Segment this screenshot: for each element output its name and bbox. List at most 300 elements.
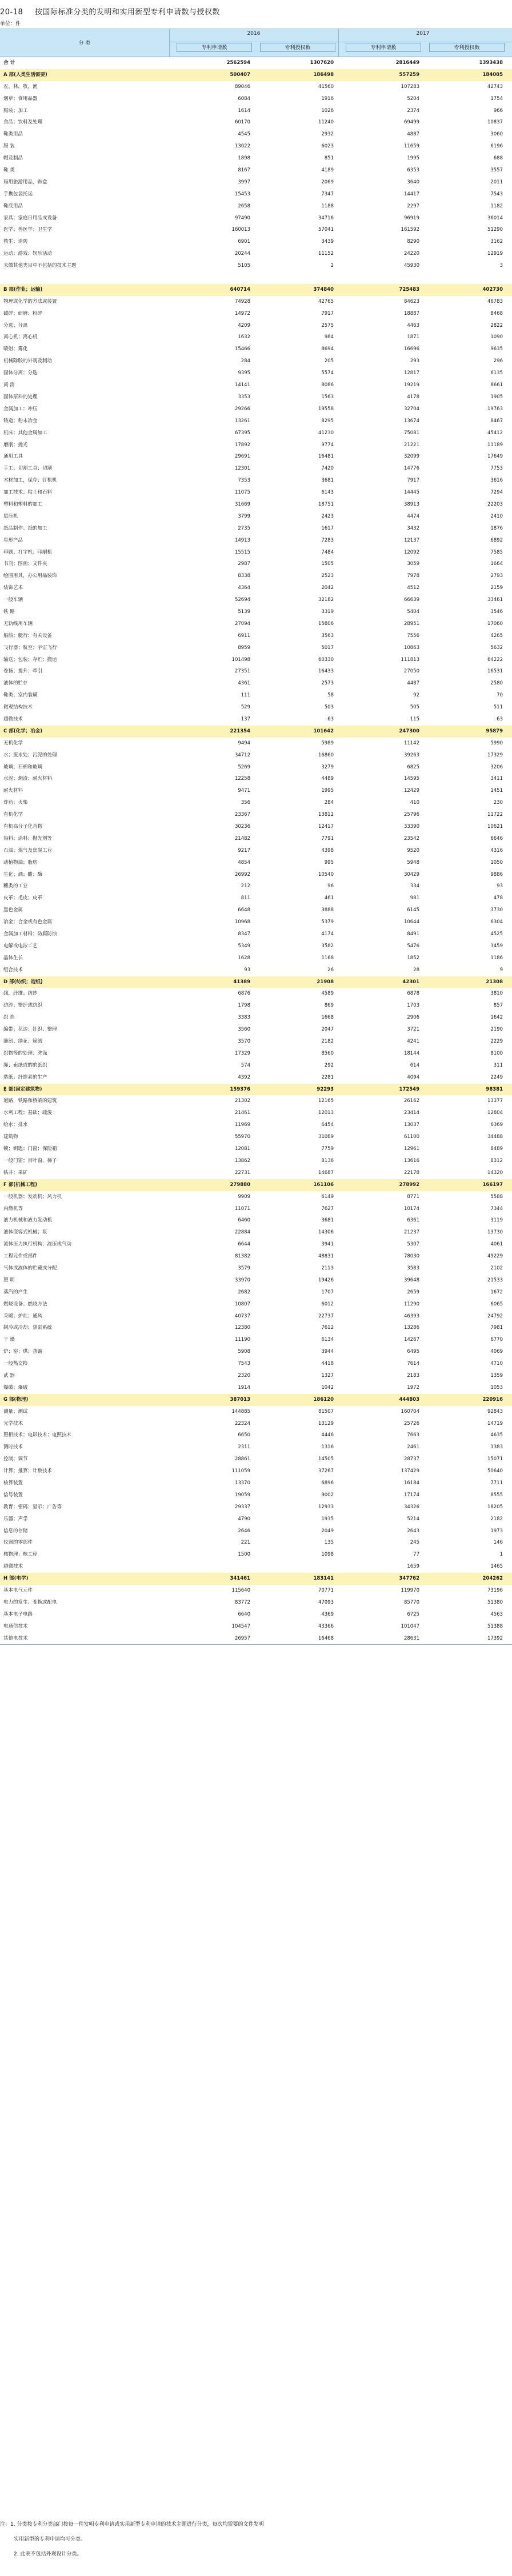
table-row xyxy=(0,1251,512,1263)
cell-applications-2016: 5269 xyxy=(238,764,250,770)
table-row xyxy=(0,1322,512,1334)
cell-applications-2017: 3583 xyxy=(407,1265,419,1271)
table-row xyxy=(0,201,512,213)
cell-grants-2017: 63 xyxy=(497,716,503,722)
row-label: 局用旅游用品，饰盒 xyxy=(3,179,47,185)
table-row xyxy=(0,272,512,284)
table-row xyxy=(0,869,512,881)
cell-applications-2017: 2906 xyxy=(407,1015,419,1021)
cell-applications-2016: 137 xyxy=(241,716,250,722)
cell-applications-2016: 7353 xyxy=(238,478,250,484)
cell-grants-2016: 4418 xyxy=(321,1361,334,1367)
cell-applications-2017: 347762 xyxy=(399,1576,419,1582)
cell-applications-2016: 101498 xyxy=(231,656,250,663)
row-label: 食品；饮料及处理 xyxy=(3,119,43,126)
cell-grants-2017: 1664 xyxy=(490,561,503,567)
cell-grants-2017: 3060 xyxy=(490,131,503,138)
total-row xyxy=(0,57,512,69)
cell-grants-2017: 688 xyxy=(493,155,503,162)
cell-applications-2017: 5948 xyxy=(407,859,419,866)
cell-applications-2017: 1659 xyxy=(407,1564,419,1570)
cell-applications-2016: 4854 xyxy=(238,859,250,866)
cell-grants-2016: 19426 xyxy=(318,1277,334,1283)
cell-applications-2016: 6648 xyxy=(238,907,250,914)
cell-applications-2016: 29266 xyxy=(234,406,250,412)
cell-applications-2017: 4474 xyxy=(407,513,419,519)
cell-grants-2016: 2573 xyxy=(321,680,334,687)
table-row xyxy=(0,224,512,236)
header-applications-2016: 专利申请数 xyxy=(177,43,252,52)
row-label: 测时技术 xyxy=(3,1444,23,1451)
cell-applications-2017: 96919 xyxy=(403,215,419,221)
cell-applications-2016: 111 xyxy=(241,692,250,699)
cell-applications-2016: 34712 xyxy=(234,752,250,758)
row-label: 破碎；研磨；粉碎 xyxy=(3,310,43,317)
row-label: 合 计 xyxy=(3,60,15,66)
row-label: 电解或电泳工艺 xyxy=(3,943,38,949)
cell-grants-2016: 60330 xyxy=(318,656,334,663)
cell-grants-2017: 966 xyxy=(493,107,503,114)
cell-applications-2017: 9520 xyxy=(407,847,419,854)
cell-applications-2017: 77 xyxy=(413,1552,419,1558)
cell-applications-2016: 3570 xyxy=(238,1039,250,1045)
cell-applications-2017: 161592 xyxy=(401,227,419,233)
table-row xyxy=(0,1537,512,1549)
table-row xyxy=(0,439,512,451)
cell-applications-2016: 26992 xyxy=(234,871,250,878)
cell-applications-2017: 12817 xyxy=(403,370,419,376)
cell-grants-2017: 220916 xyxy=(482,1396,503,1403)
table-row xyxy=(0,880,512,892)
cell-grants-2017: 2249 xyxy=(490,1074,503,1080)
row-label: 电力的发生、变换或配电 xyxy=(3,1599,57,1605)
cell-grants-2016: 461 xyxy=(324,895,334,902)
row-label: 输送；包装；存贮；搬运 xyxy=(3,656,57,663)
cell-applications-2017: 11290 xyxy=(403,1301,419,1307)
cell-applications-2016: 81382 xyxy=(234,1253,250,1260)
cell-grants-2017: 6892 xyxy=(490,537,503,543)
cell-applications-2017: 14417 xyxy=(403,191,419,197)
cell-grants-2017: 14719 xyxy=(487,1420,503,1427)
cell-applications-2016: 20244 xyxy=(234,251,250,257)
cell-applications-2017: 11142 xyxy=(403,740,419,746)
cell-grants-2017: 6369 xyxy=(490,1122,503,1128)
cell-grants-2016: 1916 xyxy=(321,95,334,102)
cell-grants-2017: 1672 xyxy=(490,1289,503,1295)
table-row xyxy=(0,1609,512,1621)
cell-grants-2017: 34488 xyxy=(487,1134,503,1140)
row-label: 有机化学 xyxy=(3,812,23,818)
table-row xyxy=(0,308,512,320)
header-category: 分 类 xyxy=(78,41,91,46)
cell-grants-2017: 98381 xyxy=(486,1086,503,1092)
table-row xyxy=(0,1406,512,1418)
row-label: 光学技术 xyxy=(3,1420,23,1427)
cell-grants-2017: 4316 xyxy=(490,847,503,854)
cell-applications-2016: 640714 xyxy=(230,286,250,293)
cell-grants-2017: 296 xyxy=(493,358,503,364)
cell-applications-2016: 30236 xyxy=(234,824,250,830)
cell-grants-2016: 8694 xyxy=(321,346,334,352)
section-row xyxy=(0,976,512,988)
row-label: 微观结构技术 xyxy=(3,704,33,711)
table-row xyxy=(0,535,512,547)
cell-applications-2016: 5349 xyxy=(238,943,250,949)
cell-grants-2016: 57041 xyxy=(318,227,334,233)
cell-applications-2016: 3383 xyxy=(238,1015,250,1021)
cell-applications-2017: 4178 xyxy=(407,394,419,400)
cell-grants-2016: 5574 xyxy=(321,370,334,376)
cell-grants-2017: 184005 xyxy=(482,71,503,78)
cell-applications-2017: 5204 xyxy=(407,95,419,102)
cell-applications-2017: 27050 xyxy=(403,668,419,675)
table-row xyxy=(0,1334,512,1346)
cell-grants-2016: 292 xyxy=(324,1062,334,1068)
cell-applications-2016: 9395 xyxy=(238,370,250,376)
cell-applications-2017: 725483 xyxy=(399,286,419,293)
cell-grants-2017: 11189 xyxy=(487,442,503,448)
cell-applications-2016: 5139 xyxy=(238,608,250,615)
cell-grants-2017: 3557 xyxy=(490,167,503,174)
cell-applications-2016: 2682 xyxy=(238,1289,250,1295)
cell-applications-2017: 61100 xyxy=(403,1134,419,1140)
cell-grants-2016: 11240 xyxy=(318,119,334,126)
cell-grants-2016: 9774 xyxy=(321,442,334,448)
cell-applications-2017: 6495 xyxy=(407,1349,419,1355)
table-row xyxy=(0,845,512,857)
cell-grants-2017: 15071 xyxy=(487,1456,503,1463)
row-label: 教育；密码；显示；广告等 xyxy=(3,1504,62,1510)
row-label: H 部(电学) xyxy=(3,1576,29,1582)
cell-grants-2016: 12933 xyxy=(318,1504,334,1510)
row-label: 制冷或冷却；热泵系统 xyxy=(3,1325,53,1331)
cell-applications-2017: 14267 xyxy=(403,1337,419,1343)
cell-grants-2017: 12804 xyxy=(487,1110,503,1116)
row-label: 星形产品 xyxy=(3,537,23,543)
cell-grants-2017: 7981 xyxy=(490,1325,503,1331)
table-row xyxy=(0,630,512,642)
table-row xyxy=(0,236,512,248)
cell-grants-2016: 7283 xyxy=(321,537,334,543)
row-label: 家具；家庭日用品或设备 xyxy=(3,215,57,221)
cell-grants-2017: 7711 xyxy=(490,1480,503,1486)
cell-grants-2017: 1905 xyxy=(490,394,503,400)
cell-grants-2016: 5989 xyxy=(321,740,334,746)
cell-applications-2017: 69499 xyxy=(403,119,419,126)
cell-applications-2017: 4463 xyxy=(407,322,419,328)
table-row xyxy=(0,738,512,750)
cell-applications-2016: 10968 xyxy=(234,919,250,926)
cell-applications-2017: 2816449 xyxy=(395,60,419,66)
cell-applications-2016: 3579 xyxy=(238,1265,250,1271)
cell-applications-2017: 84623 xyxy=(403,298,419,305)
row-label: 机械除胶的外观及制动 xyxy=(3,358,53,364)
cell-grants-2017: 7294 xyxy=(490,490,503,496)
table-row xyxy=(0,1370,512,1382)
cell-grants-2017: 3459 xyxy=(490,943,503,949)
cell-applications-2016: 6460 xyxy=(238,1217,250,1224)
cell-grants-2017: 146 xyxy=(493,1540,503,1546)
cell-grants-2016: 6134 xyxy=(321,1337,334,1343)
row-label: 晶体生长 xyxy=(3,955,23,961)
row-label: 装饰艺术 xyxy=(3,585,23,591)
table-row xyxy=(0,391,512,403)
cell-grants-2017: 4069 xyxy=(490,1349,503,1355)
footnotes xyxy=(0,2517,512,2562)
table-row xyxy=(0,487,512,499)
cell-grants-2016: 503 xyxy=(324,704,334,711)
table-row xyxy=(0,1239,512,1251)
table-row xyxy=(0,618,512,630)
row-label: 水利工程；基础；疏浚 xyxy=(3,1110,53,1116)
cell-applications-2017: 2643 xyxy=(407,1528,419,1534)
cell-grants-2016: 101642 xyxy=(313,728,334,734)
table-row xyxy=(0,857,512,869)
cell-grants-2017: 857 xyxy=(493,1003,503,1009)
cell-grants-2017: 13730 xyxy=(487,1229,503,1236)
cell-applications-2017: 12429 xyxy=(403,788,419,794)
row-label: 道路，铁路和桥梁的建筑 xyxy=(3,1098,57,1104)
cell-applications-2017: 7556 xyxy=(407,632,419,639)
table-row xyxy=(0,1489,512,1501)
cell-applications-2017: 7663 xyxy=(407,1432,419,1439)
table-row xyxy=(0,1048,512,1060)
table-row xyxy=(0,1597,512,1609)
cell-grants-2017: 10837 xyxy=(487,119,503,126)
cell-grants-2016: 14306 xyxy=(318,1229,334,1236)
cell-applications-2017: 66639 xyxy=(403,597,419,603)
cell-applications-2017: 28631 xyxy=(403,1635,419,1641)
row-label: 印刷；打字机；印刷机 xyxy=(3,549,53,555)
row-label: 固体原料的处理 xyxy=(3,394,38,400)
table-row xyxy=(0,331,512,343)
cell-grants-2017: 22203 xyxy=(487,501,503,507)
cell-grants-2016: 26 xyxy=(327,967,334,973)
cell-applications-2017: 10863 xyxy=(403,644,419,651)
cell-grants-2016: 869 xyxy=(324,1003,334,1009)
cell-applications-2016: 9909 xyxy=(238,1193,250,1200)
cell-applications-2016: 12380 xyxy=(234,1325,250,1331)
cell-applications-2017: 34326 xyxy=(403,1504,419,1510)
cell-applications-2016: 11969 xyxy=(234,1122,250,1128)
cell-applications-2016: 212 xyxy=(241,883,250,890)
row-label: 燃烧设备；燃烧方法 xyxy=(3,1301,47,1307)
cell-applications-2016: 3560 xyxy=(238,1027,250,1033)
table-row xyxy=(0,1263,512,1275)
cell-applications-2016: 33970 xyxy=(234,1277,250,1283)
cell-grants-2017: 33461 xyxy=(487,597,503,603)
cell-grants-2017: 51290 xyxy=(487,227,503,233)
cell-applications-2016: 104547 xyxy=(231,1623,250,1629)
table-row xyxy=(0,141,512,153)
cell-grants-2017: 13377 xyxy=(487,1098,503,1104)
cell-grants-2017: 14320 xyxy=(487,1169,503,1176)
cell-applications-2016: 500407 xyxy=(230,71,250,78)
cell-grants-2016: 3888 xyxy=(321,907,334,914)
cell-grants-2017: 24792 xyxy=(487,1313,503,1319)
row-label: 离心机；离心机 xyxy=(3,334,38,340)
cell-applications-2017: 45930 xyxy=(403,263,419,269)
cell-applications-2017: 75081 xyxy=(403,430,419,436)
cell-grants-2017: 64222 xyxy=(487,656,503,663)
cell-grants-2016: 12013 xyxy=(318,1110,334,1116)
cell-grants-2016: 10540 xyxy=(318,871,334,878)
cell-applications-2017: 10174 xyxy=(403,1205,419,1212)
cell-applications-2017: 11659 xyxy=(403,143,419,150)
cell-grants-2016: 6023 xyxy=(321,143,334,150)
cell-grants-2017: 45412 xyxy=(487,430,503,436)
cell-applications-2016: 3799 xyxy=(238,513,250,519)
cell-applications-2017: 7978 xyxy=(407,573,419,579)
row-label: 气体或液体的贮藏或分配 xyxy=(3,1265,57,1271)
cell-applications-2016: 10807 xyxy=(234,1301,250,1307)
table-row xyxy=(0,558,512,570)
cell-grants-2016: 48831 xyxy=(318,1253,334,1260)
table-row xyxy=(0,678,512,690)
cell-applications-2017: 557259 xyxy=(399,71,419,78)
cell-applications-2017: 46393 xyxy=(403,1313,419,1319)
cell-grants-2016: 3944 xyxy=(321,1349,334,1355)
cell-grants-2016: 22737 xyxy=(318,1313,334,1319)
cell-applications-2017: 1871 xyxy=(407,334,419,340)
row-label: 工程元件或部件 xyxy=(3,1253,38,1260)
cell-applications-2017: 1972 xyxy=(407,1384,419,1391)
cell-applications-2016: 97490 xyxy=(234,215,250,221)
cell-grants-2017: 4563 xyxy=(490,1611,503,1617)
cell-applications-2017: 4887 xyxy=(407,131,419,138)
cell-grants-2017: 1050 xyxy=(490,859,503,866)
table-row xyxy=(0,499,512,511)
cell-grants-2017: 17060 xyxy=(487,620,503,627)
row-label: 水泥；焖渣；耐火材料 xyxy=(3,776,53,782)
row-label: 控制；调节 xyxy=(3,1456,28,1463)
row-label: E 部(固定建筑物) xyxy=(3,1086,42,1092)
cell-grants-2016: 2069 xyxy=(321,179,334,185)
cell-applications-2017: 981 xyxy=(410,895,419,902)
cell-applications-2017: 505 xyxy=(410,704,419,711)
cell-grants-2016: 4189 xyxy=(321,167,334,174)
cell-applications-2017: 10644 xyxy=(403,919,419,926)
cell-applications-2016: 6650 xyxy=(238,1432,250,1439)
cell-grants-2017: 8312 xyxy=(490,1157,503,1164)
cell-applications-2017: 5476 xyxy=(407,943,419,949)
cell-applications-2016: 811 xyxy=(241,895,250,902)
cell-applications-2016: 13862 xyxy=(234,1157,250,1164)
cell-applications-2017: 12137 xyxy=(403,537,419,543)
cell-applications-2017: 111813 xyxy=(401,656,419,663)
cell-grants-2017: 10621 xyxy=(487,824,503,830)
cell-grants-2016: 135 xyxy=(324,1540,334,1546)
cell-grants-2016: 8295 xyxy=(321,418,334,424)
cell-applications-2017: 4487 xyxy=(407,680,419,687)
cell-grants-2016: 2575 xyxy=(321,322,334,328)
table-row xyxy=(0,415,512,427)
cell-grants-2016: 3681 xyxy=(321,1217,334,1224)
table-row xyxy=(0,1191,512,1203)
cell-grants-2016: 1505 xyxy=(321,561,334,567)
table-row xyxy=(0,1095,512,1107)
cell-grants-2016: 11152 xyxy=(318,251,334,257)
table-row xyxy=(0,1143,512,1155)
cell-applications-2017: 42301 xyxy=(402,979,419,985)
cell-applications-2016: 23367 xyxy=(234,812,250,818)
header-applications-2017: 专利申请数 xyxy=(346,43,421,52)
cell-grants-2016: 5017 xyxy=(321,644,334,651)
table-row xyxy=(0,1418,512,1430)
table-row xyxy=(0,296,512,308)
cell-grants-2017: 73196 xyxy=(487,1588,503,1593)
cell-grants-2017: 1393438 xyxy=(479,60,503,66)
cell-grants-2016: 7484 xyxy=(321,549,334,555)
row-label: 绘图用具，办公用品装饰 xyxy=(3,573,57,579)
cell-grants-2016: 13812 xyxy=(318,812,334,818)
cell-applications-2016: 1898 xyxy=(238,155,250,162)
cell-grants-2016: 7917 xyxy=(321,310,334,317)
cell-applications-2016: 2987 xyxy=(238,561,250,567)
cell-applications-2017: 16184 xyxy=(403,1480,419,1486)
table-row xyxy=(0,1561,512,1573)
cell-applications-2016: 17329 xyxy=(234,1050,250,1056)
table-row xyxy=(0,1227,512,1239)
cell-grants-2017: 9635 xyxy=(490,346,503,352)
cell-applications-2016: 13022 xyxy=(234,143,250,150)
cell-applications-2017: 334 xyxy=(410,883,419,890)
cell-grants-2016: 984 xyxy=(324,334,334,340)
cell-grants-2016: 851 xyxy=(324,155,334,162)
cell-grants-2016: 16860 xyxy=(318,752,334,758)
row-label: 耐火材料 xyxy=(3,788,23,794)
cell-applications-2016: 279880 xyxy=(230,1181,250,1188)
cell-applications-2016: 6911 xyxy=(238,632,250,639)
row-label: 糖类的工业 xyxy=(3,883,28,890)
cell-applications-2016: 2311 xyxy=(238,1444,250,1451)
cell-applications-2017: 8290 xyxy=(407,239,419,245)
cell-grants-2017: 3546 xyxy=(490,608,503,615)
cell-grants-2017: 3119 xyxy=(490,1217,503,1224)
cell-grants-2016: 5379 xyxy=(321,919,334,926)
cell-applications-2016: 6644 xyxy=(238,1241,250,1248)
row-label: 编带；花边；针织；整理 xyxy=(3,1027,57,1033)
cell-applications-2016: 3353 xyxy=(238,394,250,400)
cell-grants-2017: 21308 xyxy=(486,979,503,985)
cell-grants-2016: 2423 xyxy=(321,513,334,519)
cell-grants-2016: 9002 xyxy=(321,1492,334,1498)
table-row xyxy=(0,916,512,928)
cell-applications-2017: 21237 xyxy=(403,1229,419,1236)
cell-grants-2016: 1668 xyxy=(321,1015,334,1021)
cell-applications-2017: 3059 xyxy=(407,561,419,567)
table-row xyxy=(0,964,512,976)
cell-grants-2017: 1754 xyxy=(490,95,503,102)
cell-applications-2016: 6876 xyxy=(238,991,250,997)
cell-grants-2017: 6770 xyxy=(490,1337,503,1343)
row-label: 固体分离；分选 xyxy=(3,370,38,376)
cell-grants-2017: 8489 xyxy=(490,1146,503,1152)
cell-grants-2016: 6143 xyxy=(321,490,334,496)
table-row xyxy=(0,403,512,415)
cell-applications-2016: 4364 xyxy=(238,585,250,591)
cell-grants-2017: 8661 xyxy=(490,382,503,388)
table-row xyxy=(0,797,512,809)
cell-grants-2017: 8555 xyxy=(490,1492,503,1498)
cell-applications-2017: 13286 xyxy=(403,1325,419,1331)
table-row xyxy=(0,582,512,594)
cell-grants-2016: 14687 xyxy=(318,1169,334,1176)
cell-applications-2016: 9217 xyxy=(238,847,250,854)
cell-grants-2017: 511 xyxy=(493,704,503,711)
row-label: 未做其他类目中不包括的技术主题 xyxy=(3,263,77,269)
cell-applications-2016: 221354 xyxy=(230,728,250,734)
